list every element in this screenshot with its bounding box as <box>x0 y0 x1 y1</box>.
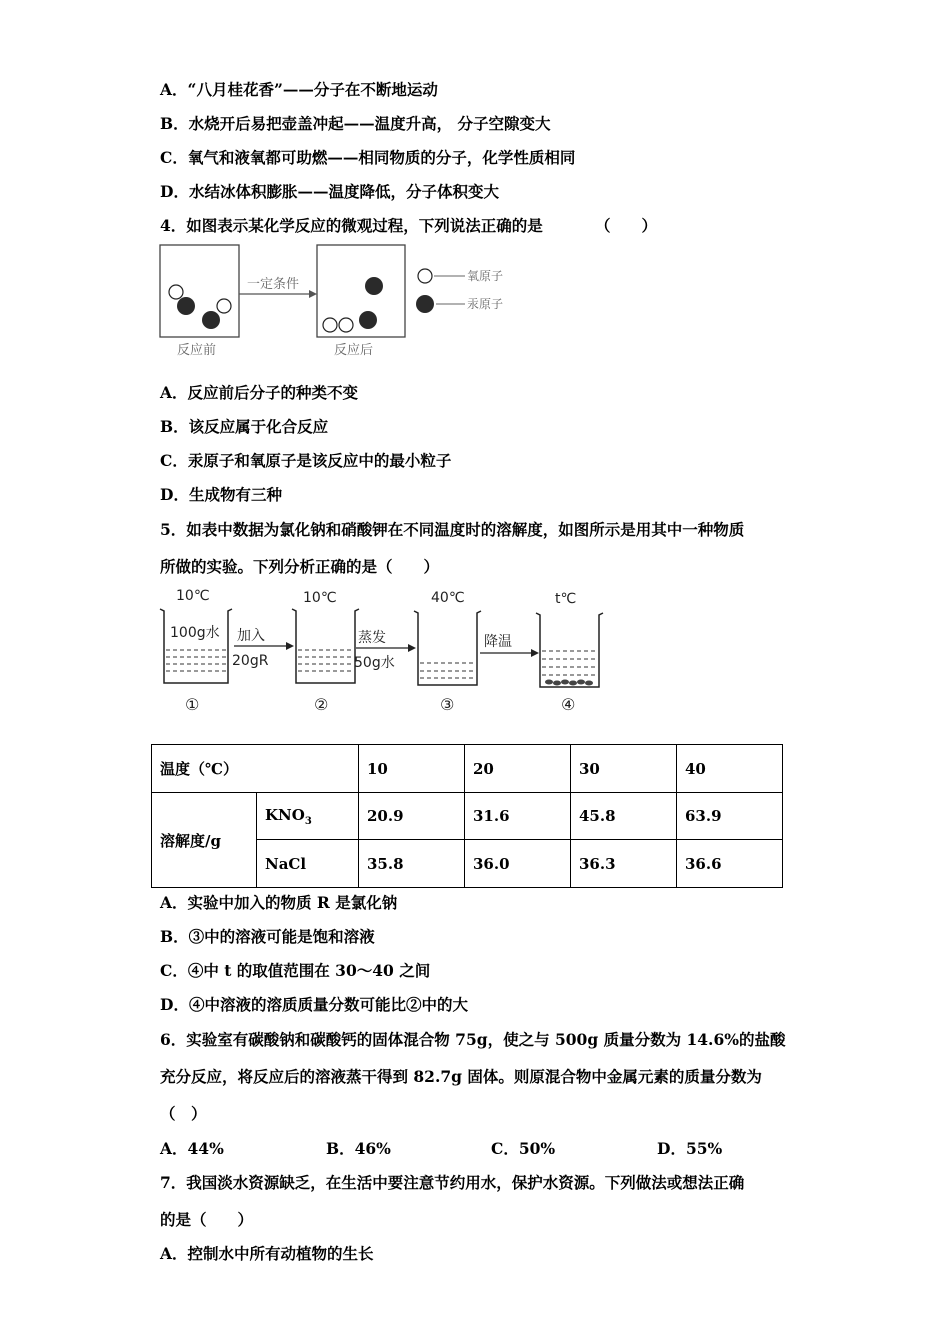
crystal-precipitate <box>545 680 593 686</box>
beaker-4 <box>536 613 603 687</box>
q4-option-c: C．汞原子和氧原子是该反应中的最小粒子 <box>160 451 452 470</box>
mercury-atom <box>365 277 383 295</box>
substance-cell-kno3: $KNO_3$ <box>257 793 359 840</box>
value-cell: 63.9 <box>677 793 783 840</box>
temp-cell: 40 <box>677 745 783 793</box>
q6-options <box>160 1137 760 1157</box>
oxygen-atom <box>339 318 353 332</box>
step2-bottom-label: 50g水 <box>354 655 395 671</box>
q6-option-c: C．50% <box>491 1139 556 1158</box>
step3-label: 降温 <box>484 634 512 650</box>
after-label: 反应后 <box>334 343 374 358</box>
oxygen-atom <box>217 299 231 313</box>
temp-cell: 30 <box>571 745 677 793</box>
q5-option-b: B．③中的溶液可能是饱和溶液 <box>160 927 375 946</box>
beaker-num-4: ④ <box>561 695 576 714</box>
value-cell: 20.9 <box>359 793 465 840</box>
solubility-table <box>151 744 783 888</box>
beaker-3 <box>414 611 481 685</box>
step2-top-label: 蒸发 <box>358 630 386 646</box>
value-cell: 36.0 <box>465 840 571 888</box>
mercury-atom <box>202 311 220 329</box>
q4-option-d: D．生成物有三种 <box>160 485 282 504</box>
temp-header: 温度（℃） <box>160 760 238 778</box>
step1-bottom-label: 20gR <box>232 653 269 669</box>
q4-stem <box>160 214 658 236</box>
q4-option-a: A．反应前后分子的种类不变 <box>160 383 359 402</box>
q7-option-a: A．控制水中所有动植物的生长 <box>160 1244 374 1263</box>
temp-header-cell <box>152 745 359 793</box>
q5-option-d: D．④中溶液的溶质质量分数可能比②中的大 <box>160 995 468 1014</box>
before-box <box>160 245 239 337</box>
mercury-atom <box>359 311 377 329</box>
beaker-1-content: 100g水 <box>170 625 220 641</box>
q5-stem-line1: 5．如表中数据为氯化钠和硝酸钾在不同温度时的溶解度，如图所示是用其中一种物质 <box>160 520 745 539</box>
beaker-num-1: ① <box>185 695 200 714</box>
value-cell: 36.6 <box>677 840 783 888</box>
oxygen-atom <box>169 285 183 299</box>
legend-mercury-label: 汞原子 <box>467 297 504 311</box>
q6-option-d: D．55% <box>657 1139 723 1158</box>
substance-cell-nacl: NaCl <box>257 840 359 888</box>
temp-cell: 20 <box>465 745 571 793</box>
beaker-num-2: ② <box>314 695 329 714</box>
value-cell: 31.6 <box>465 793 571 840</box>
value-cell: 36.3 <box>571 840 677 888</box>
oxygen-atom <box>323 318 337 332</box>
q6-option-b: B．46% <box>326 1139 391 1158</box>
legend-mercury-icon <box>416 295 434 313</box>
q4-stem-text: 4．如图表示某化学反应的微观过程，下列说法正确的是 <box>160 216 543 235</box>
q6-stem-line1: 6．实验室有碳酸钠和碳酸钙的固体混合物 75g，使之与 500g 质量分数为 14.6%的盐酸 <box>160 1030 786 1049</box>
temp-label-4: t℃ <box>555 591 577 607</box>
step1-top-label: 加入 <box>237 628 265 644</box>
q7-stem-line1: 7．我国淡水资源缺乏，在生活中要注意节约用水，保护水资源。下列做法或想法正确 <box>160 1173 745 1192</box>
q7-stem-line2: 的是（ ） <box>160 1210 254 1229</box>
legend-oxygen-label: 氧原子 <box>467 269 504 283</box>
q5-option-c: C．④中 t 的取值范围在 30～40 之间 <box>160 961 431 980</box>
q3-option-c: C．氧气和液氧都可助燃——相同物质的分子，化学性质相同 <box>160 148 576 167</box>
q6-option-a: A．44% <box>160 1139 224 1158</box>
solubility-header: 溶解度/g <box>160 831 221 850</box>
after-box <box>317 245 405 337</box>
q6-stem-line3: （ ） <box>160 1104 207 1123</box>
arrow-condition-label: 一定条件 <box>247 277 300 292</box>
legend <box>416 269 503 313</box>
q4-reaction-figure <box>155 240 535 365</box>
legend-oxygen-icon <box>418 269 432 283</box>
q5-stem-line2: 所做的实验。下列分析正确的是（ ） <box>160 557 440 576</box>
q3-option-a: A．“八月桂花香”——分子在不断地运动 <box>160 80 438 99</box>
beaker-num-3: ③ <box>440 695 455 714</box>
value-cell: 45.8 <box>571 793 677 840</box>
q4-option-b: B．该反应属于化合反应 <box>160 417 329 436</box>
mercury-atom <box>177 297 195 315</box>
temp-label-1: 10℃ <box>176 588 210 604</box>
value-cell: 35.8 <box>359 840 465 888</box>
solubility-header-cell <box>152 793 257 888</box>
q3-option-b: B．水烧开后易把壶盖冲起——温度升高， 分子空隙变大 <box>160 114 551 133</box>
q6-stem-line2: 充分反应，将反应后的溶液蒸干得到 82.7g 固体。则原混合物中金属元素的质量分数为 <box>160 1067 762 1086</box>
before-label: 反应前 <box>177 343 217 358</box>
q5-option-a: A．实验中加入的物质 R 是氯化钠 <box>160 893 398 912</box>
q4-answer-paren: （ ） <box>595 216 658 235</box>
q3-option-d: D．水结冰体积膨胀——温度降低，分子体积变大 <box>160 182 499 201</box>
temp-label-3: 40℃ <box>431 590 465 606</box>
temp-cell: 10 <box>359 745 465 793</box>
temp-label-2: 10℃ <box>303 590 337 606</box>
q5-experiment-figure <box>150 583 620 718</box>
beaker-2 <box>292 609 359 683</box>
beaker-1 <box>160 609 232 683</box>
